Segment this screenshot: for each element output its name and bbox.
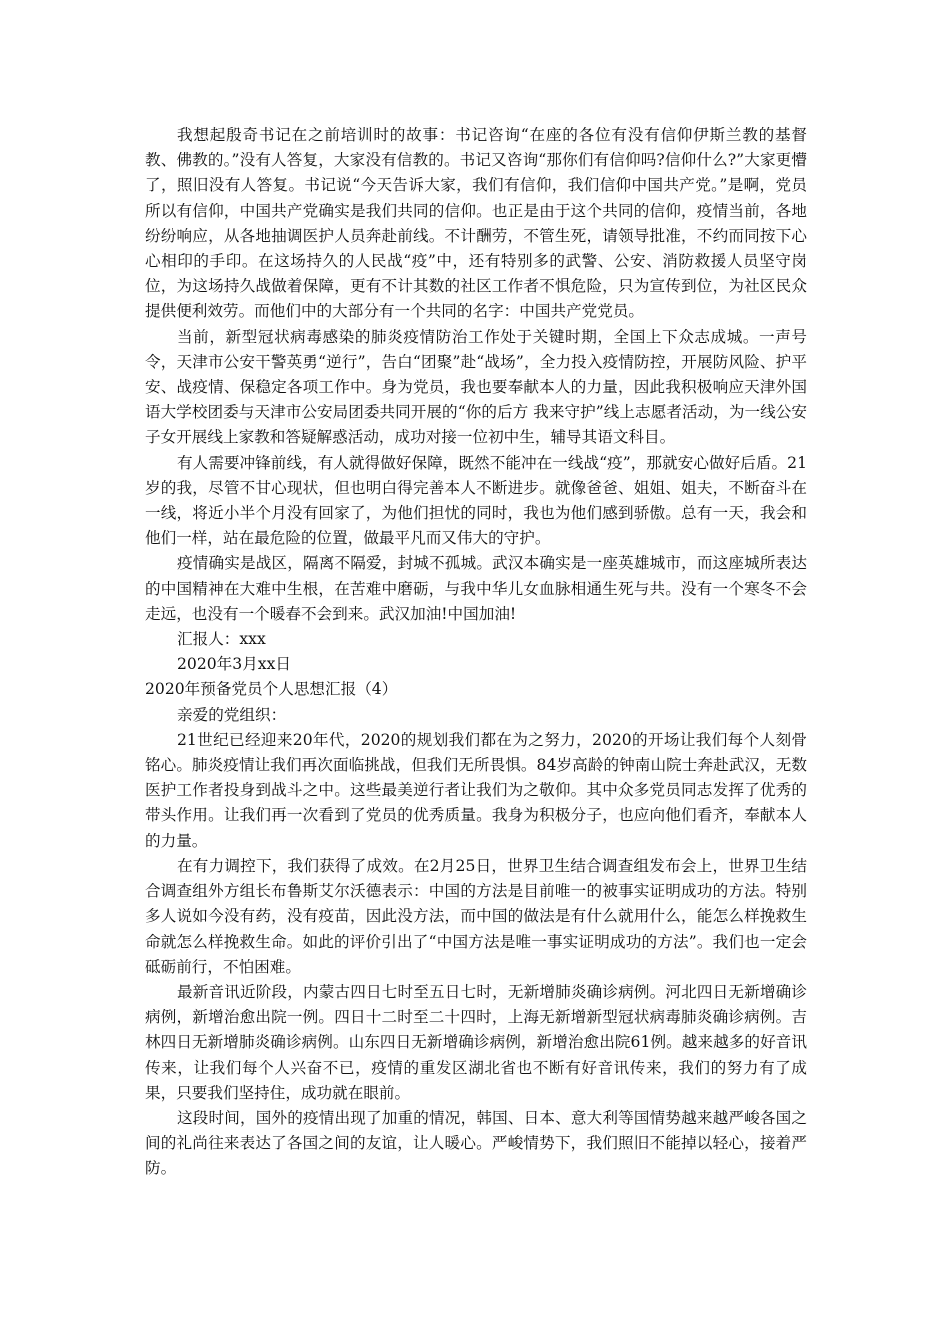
- report-title: 2020年预备党员个人思想汇报（4）: [145, 680, 398, 699]
- paragraph-wuhan-jiayou: 疫情确实是战区，隔离不隔爱，封城不孤城。武汉本确实是一座英雄城市，而这座城所表达的中国精神在大难中生根，在苦难中磨砺，与我中华儿女血脉相通生死与共。没有一个寒冬不会走远，也没有一个暖春不会到来。武汉加油!中国加油!: [145, 554, 807, 623]
- paragraph-support-frontline: 有人需要冲锋前线，有人就得做好保障，既然不能冲在一线战“疫”，那就安心做好后盾。21岁的我，尽管不甘心现状，但也明白得完善本人不断进步。就像爸爸、姐姐、姐夫，不断奋斗在一线，将近小半个月没有回家了，为他们担忧的同时，我也为他们感到骄傲。总有一天，我会和他们一样，站在最危险的位置，做最平凡而又伟大的守护。: [145, 453, 807, 548]
- report-date: 2020年3月xx日: [177, 655, 291, 674]
- paragraph-latest-news: 最新音讯近阶段，内蒙古四日七时至五日七时，无新增肺炎确诊病例。河北四日无新增确诊病例，新增治愈出院一例。四日十二时至二十四时，上海无新增新型冠状病毒肺炎确诊病例。吉林四日无新增肺炎确诊病例。山东四日无新增确诊病例，新增治愈出院61例。越来越多的好音讯传来，让我们每个人兴奋不已，疫情的重发区湖北省也不断有好音讯传来，我们的努力有了成果，只要我们坚持住，成功就在眼前。: [145, 982, 807, 1102]
- document-body: [145, 123, 807, 1182]
- paragraph-who-evaluation: 在有力调控下，我们获得了成效。在2月25日，世界卫生结合调查组发布会上，世界卫生结合调查组外方组长布鲁斯艾尔沃德表示：中国的方法是目前唯一的被事实证明成功的方法。特别多人说如今没有药，没有疫苗，因此没方法，而中国的做法是有什么就用什么，能怎么样挽救生命就怎么样挽救生命。如此的评价引出了“中国方法是唯一事实证明成功的方法”。我们也一定会砥砺前行，不怕困难。: [145, 856, 807, 976]
- paragraph-story-faith: 我想起殷奇书记在之前培训时的故事：书记咨询“在座的各位有没有信仰伊斯兰教的基督教、佛教的。”没有人答复，大家没有信教的。书记又咨询“那你们有信仰吗?信仰什么?”大家更懵了，照旧没有人答复。书记说“今天告诉大家，我们有信仰，我们信仰中国共产党。”是啊，党员所以有信仰，中国共产党确实是我们共同的信仰。也正是由于这个共同的信仰，疫情当前，各地纷纷响应，从各地抽调医护人员奔赴前线。不计酬劳，不管生死，请领导批准，不约而同按下心心相印的手印。在这场持久的人民战“疫”中，还有特别多的武警、公安、消防救援人员坚守岗位，为这场持久战做着保障，更有不计其数的社区工作者不惧危险，只为宣传到位，为社区民众提供便利效劳。而他们中的大部分有一个共同的名字：中国共产党党员。: [145, 126, 807, 321]
- paragraph-2020-opening: 21世纪已经迎来20年代，2020的规划我们都在为之努力，2020的开场让我们每个人刻骨铭心。肺炎疫情让我们再次面临挑战，但我们无所畏惧。84岁高龄的钟南山院士奔赴武汉，无数医护工作者投身到战斗之中。这些最美逆行者让我们为之敬仰。其中众多党员同志发挥了优秀的带头作用。让我们再一次看到了党员的优秀质量。我身为积极分子，也应向他们看齐，奉献本人的力量。: [145, 730, 807, 850]
- paragraph-current-situation: 当前，新型冠状病毒感染的肺炎疫情防治工作处于关键时期，全国上下众志成城。一声号令，天津市公安干警英勇“逆行”，告白“团聚”赴“战场”，全力投入疫情防控，开展防风险、护平安、战疫情、保稳定各项工作中。身为党员，我也要奉献本人的力量，因此我积极响应天津外国语大学校团委与天津市公安局团委共同开展的“你的后方 我来守护”线上志愿者活动，为一线公安子女开展线上家教和答疑解惑活动，成功对接一位初中生，辅导其语文科目。: [145, 327, 807, 447]
- reporter-signature: 汇报人：xxx: [177, 630, 266, 649]
- paragraph-international: 这段时间，国外的疫情出现了加重的情况，韩国、日本、意大利等国情势越来越严峻各国之间的礼尚往来表达了各国之间的友谊，让人暖心。严峻情势下，我们照旧不能掉以轻心，接着严防。: [145, 1108, 807, 1178]
- salutation: 亲爱的党组织：: [177, 705, 287, 724]
